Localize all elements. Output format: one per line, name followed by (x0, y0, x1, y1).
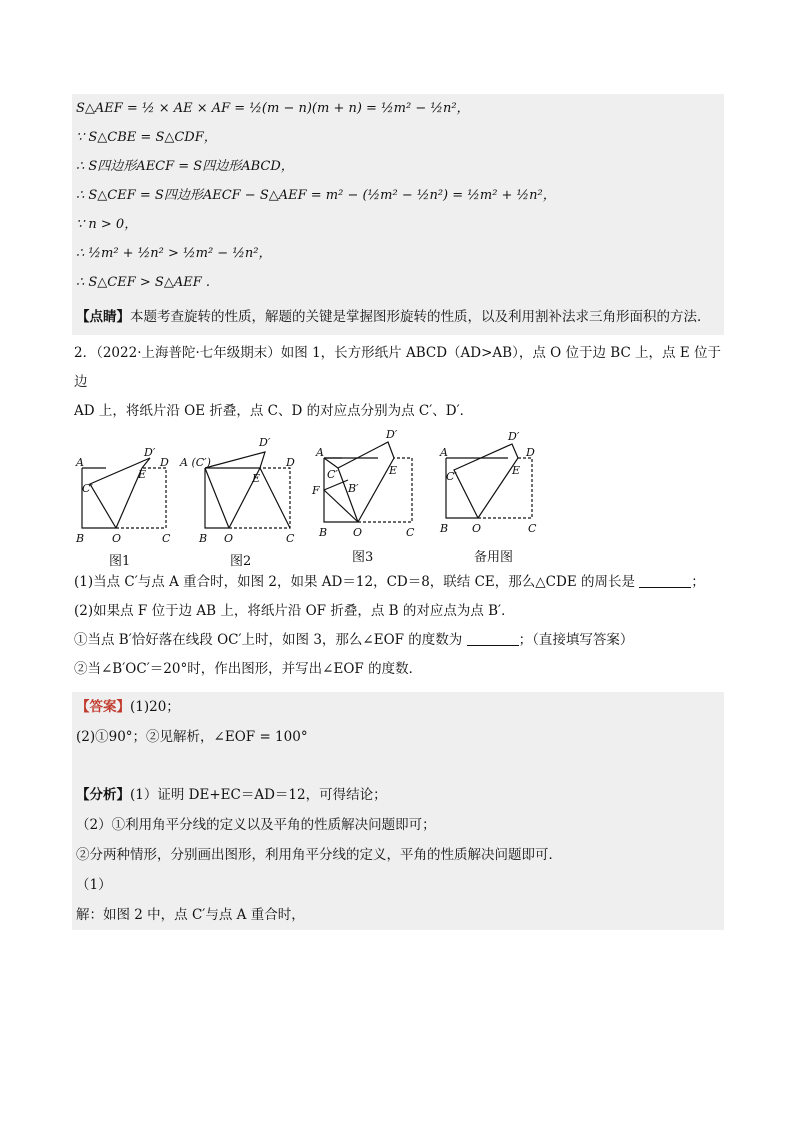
problem-stem (72, 339, 724, 426)
work-line: ∴ S△CEF > S△AEF . (76, 275, 210, 290)
figure-2 (179, 436, 295, 545)
svg-text:B′: B′ (348, 482, 359, 495)
svg-text:C′: C′ (327, 468, 338, 481)
sub-questions (72, 568, 724, 684)
document-page (72, 94, 724, 930)
svg-text:O: O (224, 532, 234, 545)
analysis-line-1 (76, 780, 720, 810)
work-line: ∴ S四边形AECF = S四边形ABCD， (76, 159, 294, 174)
figure-1 (75, 446, 171, 545)
figure-spare (439, 430, 537, 535)
svg-text:B: B (76, 532, 85, 545)
svg-text:A: A (440, 446, 448, 459)
svg-text:O: O (112, 532, 122, 545)
answer-block (72, 692, 724, 930)
svg-text:O: O (353, 526, 363, 539)
work-line: ∵ n > 0， (76, 217, 138, 232)
question-2-2: ②当∠B′OC′＝20°时，作出图形，并写出∠EOF 的度数． (74, 661, 423, 677)
question-1-text: (1)当点 C′与点 A 重合时，如图 2，如果 AD＝12，CD＝8，联结 CE，那么△CDE 的周长是 (74, 574, 635, 590)
answer-blank[interactable] (639, 571, 691, 588)
svg-text:A (C′): A (C′) (180, 456, 211, 469)
problem-stem-line: 2．（2022·上海普陀·七年级期末）如图 1，长方形纸片 ABCD（AD>AB），点 O 位于边 BC 上，点 E 位于边 (74, 345, 721, 390)
figure-2-caption: 图2 (230, 554, 252, 569)
question-1-end: ； (691, 574, 705, 590)
answer-blank[interactable] (467, 629, 519, 646)
analysis-line-2: （2）①利用角平分线的定义以及平角的性质解决问题即可； (76, 817, 436, 833)
svg-text:O: O (472, 522, 482, 535)
spacer (76, 752, 720, 780)
analysis-line-5: 解：如图 2 中，点 C′与点 A 重合时， (76, 907, 305, 923)
svg-text:F: F (312, 484, 320, 497)
svg-text:D′: D′ (386, 430, 398, 441)
svg-text:C: C (162, 532, 171, 545)
svg-text:D′: D′ (259, 436, 271, 449)
answer-text-1: (1)20； (130, 699, 180, 715)
svg-text:D: D (160, 456, 169, 469)
svg-text:C′: C′ (82, 482, 93, 495)
solution-work-block (72, 94, 724, 335)
svg-text:E: E (389, 464, 398, 477)
question-2-1-text: ①当点 B′恰好落在线段 OC′上时，如图 3，那么∠EOF 的度数为 (74, 632, 463, 648)
svg-text:A: A (316, 446, 324, 459)
svg-text:C: C (528, 522, 537, 535)
dianjing-tag: 【点睛】 (76, 309, 130, 325)
question-1 (74, 568, 724, 597)
svg-text:C′: C′ (446, 470, 457, 483)
svg-text:C: C (286, 532, 295, 545)
dianjing-note (72, 297, 724, 335)
figures-row (72, 430, 724, 568)
problem-stem-line: AD 上，将纸片沿 OE 折叠，点 C、D 的对应点分别为点 C′、D′． (74, 403, 474, 419)
answer-line-2: (2)①90°；②见解析，∠EOF = 100° (76, 729, 308, 745)
figure-1-caption: 图1 (109, 554, 131, 569)
svg-text:A: A (76, 456, 84, 469)
figure-3-caption: 图3 (352, 550, 374, 565)
question-2-1 (74, 626, 724, 655)
svg-text:B: B (199, 532, 208, 545)
dianjing-text: 本题考查旋转的性质，解题的关键是掌握图形旋转的性质，以及利用割补法求三角形面积的方法． (130, 309, 711, 325)
svg-text:D′: D′ (508, 430, 520, 443)
answer-line-1 (76, 692, 720, 722)
svg-text:C: C (406, 526, 415, 539)
analysis-tag: 【分析】 (76, 787, 130, 803)
svg-text:B: B (319, 526, 328, 539)
answer-tag: 【答案】 (76, 699, 130, 715)
figure-3 (311, 430, 415, 539)
work-line: ∵ S△CBE = S△CDF， (76, 130, 217, 145)
svg-text:D: D (526, 446, 535, 459)
svg-text:E: E (252, 472, 261, 485)
svg-text:B: B (440, 522, 449, 535)
question-2-1-end: ；（直接填写答案） (518, 632, 634, 648)
figure-spare-caption: 备用图 (474, 550, 514, 565)
work-line: ∴ ½m² + ½n² > ½m² − ½n²， (76, 246, 272, 261)
analysis-line-3: ②分两种情形，分别画出图形，利用角平分线的定义，平角的性质解决问题即可． (76, 847, 562, 863)
svg-text:D: D (286, 456, 295, 469)
svg-text:E: E (138, 468, 147, 481)
question-2: (2)如果点 F 位于边 AB 上，将纸片沿 OF 折叠，点 B 的对应点为点 B′． (74, 603, 515, 619)
analysis-text-1: (1）证明 DE+EC＝AD＝12，可得结论； (130, 787, 387, 803)
work-line: S△AEF = ½ × AE × AF = ½(m − n)(m + n) = ½m² − ½n²， (76, 101, 470, 116)
svg-text:D′: D′ (144, 446, 156, 459)
analysis-line-4: （1） (76, 877, 112, 893)
svg-text:E: E (512, 464, 521, 477)
work-line: ∴ S△CEF = S四边形AECF − S△AEF = m² − (½m² − ½n²) = ½m² + ½n²， (76, 188, 556, 203)
